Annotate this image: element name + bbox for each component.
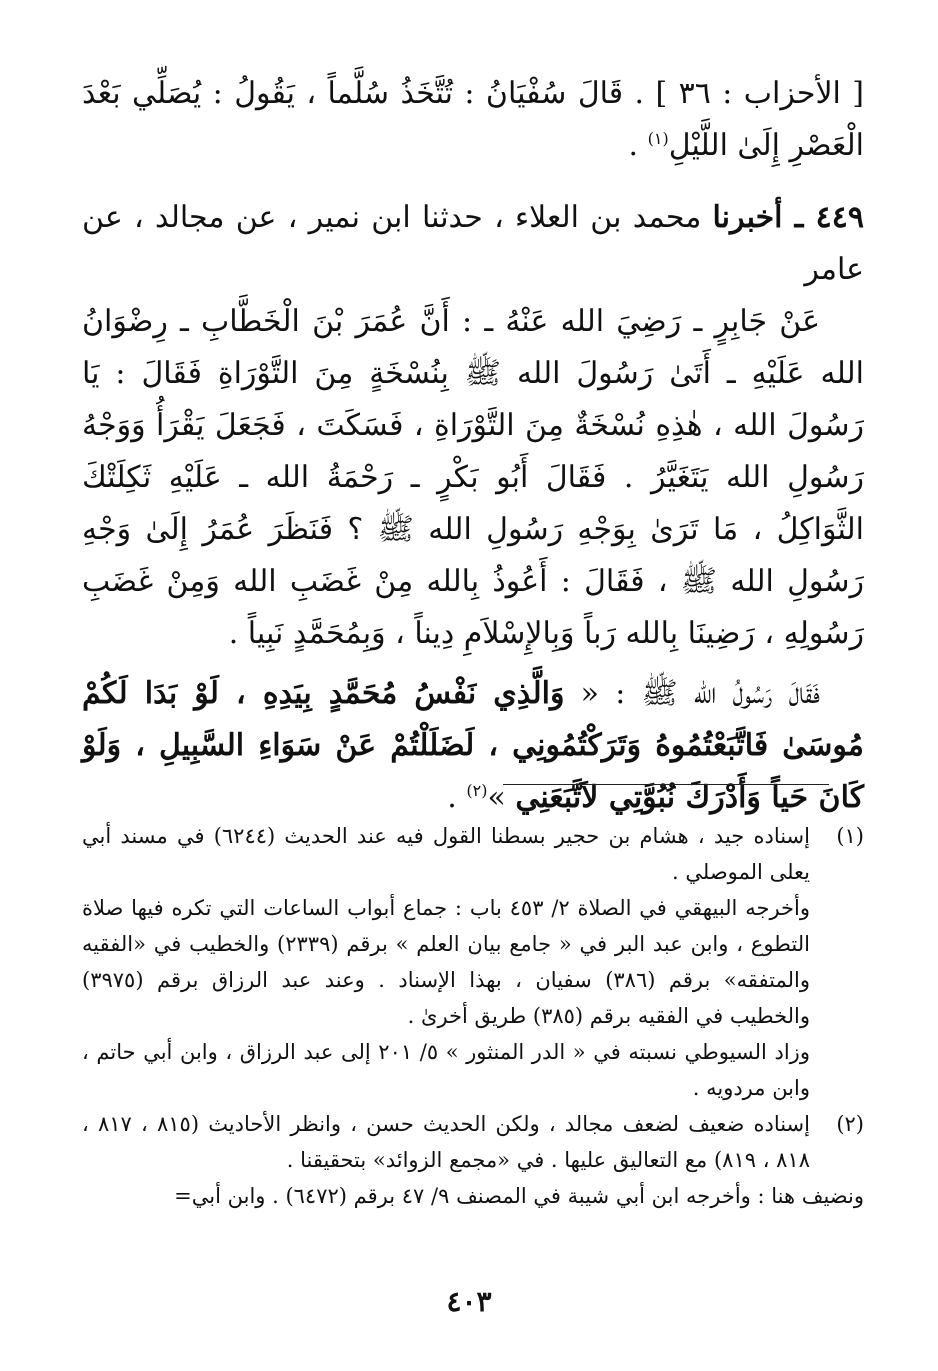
main-text	[82, 68, 864, 824]
footnote-line: وزاد السيوطي نسبته في « الدر المنثور » ٥/ ٢٠١ إلى عبد الرزاق ، وابن أبي حاتم ، وابن مردويه .	[82, 1040, 810, 1100]
footnote-number: (١)	[836, 824, 864, 848]
footnote-line: إسناده جيد ، هشام بن حجير بسطنا القول فيه عند الحديث (٦٢٤٤) في مسند أبي يعلى الموصلي .	[82, 824, 810, 884]
quote-close: »	[487, 780, 516, 815]
footnote-line: إسناده ضعيف لضعف مجالد ، ولكن الحديث حسن ، وانظر الأحاديث (٨١٥ ، ٨١٧ ، ٨١٨ ، ٨١٩) مع التعاليق عليها . في «مجمع الزوائد» بتحقيقنا .	[82, 1112, 810, 1172]
punctuation: .	[628, 128, 648, 163]
footnote-marker-1[interactable]: (١)	[647, 129, 669, 148]
verse-reference-line: [ الأحزاب : ٣٦ ] . قَالَ سُفْيَانُ : تُتَّخَذُ سُلَّماً ، يَقُولُ : يُصَلِّي بَعْدَ الْعَصْرِ	[82, 76, 864, 163]
text-paragraph-opening	[82, 68, 864, 172]
footnote-body	[82, 818, 810, 1106]
punctuation: .	[447, 780, 467, 815]
footnotes	[82, 818, 864, 1214]
footnote-line: وأخرجه البيهقي في الصلاة ٢/ ٤٥٣ باب : جماع أبواب الساعات التي تكره فيها صلاة التطوع ، وابن عبد البر في « جامع بيان العلم » برقم (٢٣٣٩) والخطيب في «الفقيه والمتفقه» برقم (٣٨٦) سفيان ، بهذا الإسناد . وعند عبد الرزاق برقم (٣٩٧٥) والخطيب في الفقيه برقم (٣٨٥) طريق أخرىٰ .	[82, 896, 810, 1028]
prophet-saying: وَالَّذِي نَفْسُ مُحَمَّدٍ بِيَدِهِ ، لَوْ بَدَا لَكُمْ مُوسَىٰ فَاتَّبَعْتُمُوهُ وَتَرَكْتُمُونِي ، لَضَلَلْتُمْ عَنْ سَوَاءِ السَّبِيلِ ، وَلَوْ كَانَ حَياً وَأَدْرَكَ نُبُوَّتِي لاَتَّبَعَنِي	[82, 676, 864, 815]
narrator-chain: محمد بن العلاء ، حدثنا ابن نمير ، عن مجالد ، عن عامر	[82, 200, 864, 287]
footnote-continuation: ونضيف هنا : وأخرجه ابن أبي شيبة في المصنف ٩/ ٤٧ برقم (٦٤٧٢) . وابن أبي=	[174, 1184, 864, 1208]
hadith-narration: عَنْ جَابِرٍ ـ رَضِيَ الله عَنْهُ ـ : أَنَّ عُمَرَ بْنَ الْخَطَّابِ ـ رِضْوَانُ الله عَلَيْهِ ـ أَتَىٰ رَسُولَ الله ﷺ بِنُسْخَةٍ مِنَ التَّوْرَاةِ فَقَالَ : يَا رَسُولَ الله ، هٰذِهِ نُسْخَةٌ مِنَ التَّوْرَاةِ ، فَسَكَتَ ، فَجَعَلَ يَقْرَأُ وَوَجْهُ رَسُولِ الله يَتَغَيَّرُ . فَقَالَ أَبُو بَكْرٍ ـ رَحْمَةُ الله ـ عَلَيْهِ ثَكِلَتْكَ الثَّوَاكِلُ ، مَا تَرَىٰ بِوَجْهِ رَسُولِ الله ﷺ ؟ فَنَظَرَ عُمَرُ إِلَىٰ وَجْهِ رَسُولِ الله ﷺ ، فَقَالَ : أَعُوذُ بِالله مِنْ غَضَبِ الله وَمِنْ غَضَبِ رَسُولِهِ ، رَضِينَا بِالله رَباً وَبِالإِسْلاَمِ دِيناً ، وَبِمُحَمَّدٍ نَبِياً .	[82, 304, 864, 651]
hadith-chain-paragraph	[82, 192, 864, 296]
hadith-number: ٤٤٩ ـ أخبرنا	[712, 200, 864, 235]
saying-intro: فَقَالَ رَسُولُ الله ﷺ : «	[564, 676, 820, 711]
footnote-separator	[503, 784, 829, 785]
prophet-saying-paragraph	[82, 668, 864, 824]
footnote-body	[82, 1106, 810, 1178]
footnote-marker-2[interactable]: (٢)	[466, 781, 488, 800]
footnote-number: (٢)	[836, 1112, 864, 1136]
footnote-2	[82, 1106, 864, 1178]
page-number: ٤٠٣	[446, 1285, 492, 1318]
footnote-1	[82, 818, 864, 1106]
text-line: إِلَىٰ اللَّيْلِ	[668, 128, 780, 163]
